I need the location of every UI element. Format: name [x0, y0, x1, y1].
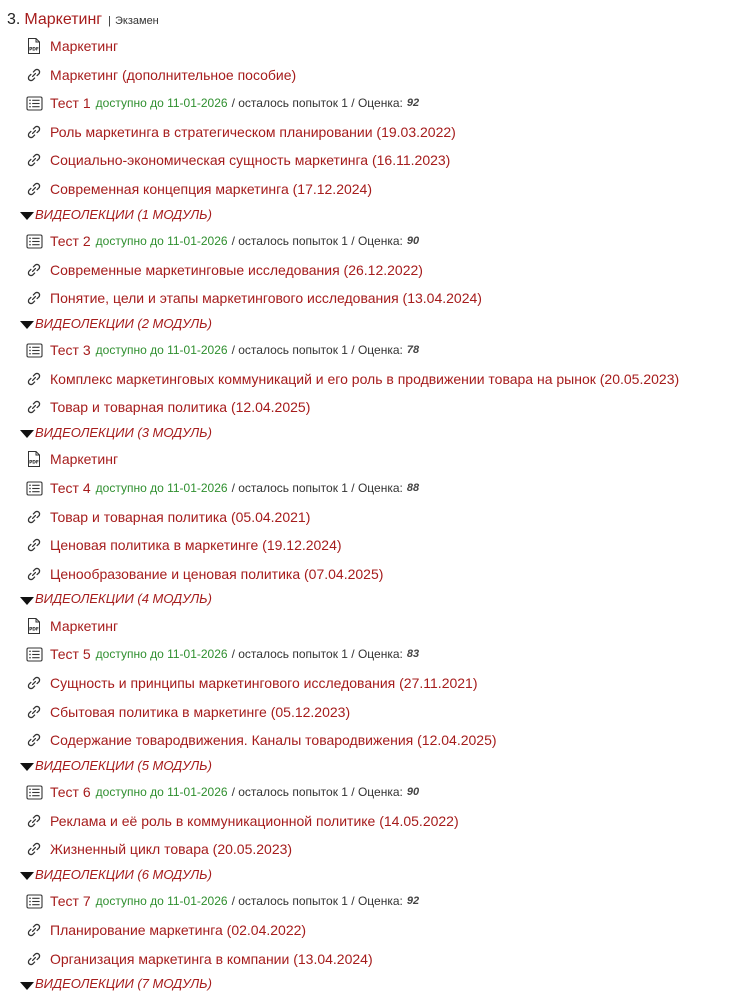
quiz-icon: [25, 341, 43, 359]
link-icon: [25, 536, 43, 554]
link-resource-item: [25, 259, 423, 281]
link-icon: [25, 674, 43, 692]
resource-link[interactable]: Товар и товарная политика (12.04.2025): [50, 399, 311, 416]
section-label: ВИДЕОЛЕКЦИИ (3 МОДУЛЬ): [35, 424, 212, 440]
pdf-resource-item: [25, 615, 118, 637]
resource-link[interactable]: Маркетинг: [50, 617, 119, 634]
quiz-icon: [25, 645, 43, 663]
link-icon: [25, 398, 43, 416]
quiz-icon: [25, 94, 43, 112]
link-icon: [25, 151, 43, 169]
attempts-text: / осталось попыток 1 / Оценка:: [231, 894, 403, 909]
link-resource-item: [25, 534, 342, 556]
link-icon: [25, 840, 43, 858]
resource-link[interactable]: Социально-экономическая сущность маркетинга (16.11.2023): [50, 152, 451, 169]
section-toggle[interactable]: [20, 423, 212, 441]
availability-text: доступно до 11-01-2026: [95, 234, 228, 248]
test-item: [25, 339, 419, 361]
resource-link[interactable]: Организация маркетинга в компании (13.04.2024): [50, 950, 373, 967]
test-link[interactable]: Тест 3: [50, 342, 91, 359]
attempts-text: / осталось попыток 1 / Оценка:: [231, 96, 403, 111]
pdf-file-icon: [25, 450, 43, 468]
section-toggle[interactable]: [20, 205, 212, 223]
link-resource-item: [25, 948, 373, 970]
section-label: ВИДЕОЛЕКЦИИ (2 МОДУЛЬ): [35, 315, 212, 331]
test-item: [25, 643, 419, 665]
pdf-file-icon: [25, 617, 43, 635]
resource-link[interactable]: Сбытовая политика в маркетинге (05.12.2023): [50, 703, 351, 720]
triangle-down-icon: [20, 212, 34, 220]
quiz-icon: [25, 232, 43, 250]
link-resource-item: [25, 287, 482, 309]
test-item: [25, 92, 419, 114]
link-resource-item: [25, 149, 450, 171]
test-item: [25, 781, 419, 803]
resource-link[interactable]: Роль маркетинга в стратегическом планировании (19.03.2022): [50, 123, 456, 140]
link-icon: [25, 261, 43, 279]
resource-link[interactable]: Реклама и её роль в коммуникационной политике (14.05.2022): [50, 812, 459, 829]
pdf-resource-item: [25, 35, 118, 57]
pdf-file-icon: [25, 37, 43, 55]
triangle-down-icon: [20, 872, 34, 880]
quiz-icon: [25, 892, 43, 910]
section-toggle[interactable]: [20, 590, 212, 608]
course-header: [7, 11, 159, 29]
attempts-text: / осталось попыток 1 / Оценка:: [231, 785, 403, 800]
course-number: 3.: [7, 11, 21, 28]
resource-link[interactable]: Маркетинг: [50, 38, 119, 54]
link-icon: [25, 66, 43, 84]
link-resource-item: [25, 838, 292, 860]
resource-link[interactable]: Товар и товарная политика (05.04.2021): [50, 508, 311, 525]
link-resource-item: [25, 672, 478, 694]
attempts-text: / осталось попыток 1 / Оценка:: [231, 481, 403, 495]
triangle-down-icon: [20, 597, 34, 605]
test-item: [25, 477, 419, 499]
triangle-down-icon: [20, 763, 34, 771]
triangle-down-icon: [20, 430, 34, 438]
course-kind: Экзамен: [115, 15, 159, 27]
resource-link[interactable]: Жизненный цикл товара (20.05.2023): [50, 841, 293, 858]
availability-text: доступно до 11-01-2026: [95, 481, 228, 495]
resource-link[interactable]: Содержание товародвижения. Каналы товародвижения (12.04.2025): [50, 732, 497, 749]
link-icon: [25, 289, 43, 307]
link-resource-item: [25, 810, 459, 832]
test-link[interactable]: Тест 4: [50, 480, 91, 496]
attempts-text: / осталось попыток 1 / Оценка:: [231, 343, 403, 358]
link-resource-item: [25, 729, 497, 751]
link-icon: [25, 703, 43, 721]
section-label: ВИДЕОЛЕКЦИИ (5 МОДУЛЬ): [35, 757, 212, 773]
resource-link[interactable]: Ценовая политика в маркетинге (19.12.2024): [50, 537, 342, 554]
availability-text: доступно до 11-01-2026: [95, 894, 228, 909]
link-icon: [25, 950, 43, 968]
resource-link[interactable]: Современная концепция маркетинга (17.12.2024): [50, 181, 373, 197]
svg-text:PDF: PDF: [29, 627, 39, 633]
course-title-link[interactable]: Маркетинг: [24, 11, 103, 28]
link-resource-item: [25, 563, 383, 585]
triangle-down-icon: [20, 321, 34, 329]
score-value: 92: [406, 895, 420, 908]
resource-link[interactable]: Ценообразование и ценовая политика (07.04.2025): [50, 565, 384, 582]
link-icon: [25, 123, 43, 141]
section-label: ВИДЕОЛЕКЦИИ (6 МОДУЛЬ): [35, 866, 212, 882]
section-label: ВИДЕОЛЕКЦИИ (1 МОДУЛЬ): [35, 206, 212, 222]
resource-link[interactable]: Планирование маркетинга (02.04.2022): [50, 922, 307, 938]
score-value: 78: [406, 344, 420, 357]
resource-link[interactable]: Комплекс маркетинговых коммуникаций и его роль в продвижении товара на рынок (20.05.2023): [50, 370, 680, 387]
test-link[interactable]: Тест 1: [50, 95, 91, 112]
resource-link[interactable]: Сущность и принципы маркетингового исследования (27.11.2021): [50, 675, 478, 691]
link-resource-item: [25, 178, 372, 200]
link-icon: [25, 812, 43, 830]
resource-link[interactable]: Маркетинг: [50, 451, 119, 468]
link-resource-item: [25, 121, 456, 143]
pdf-resource-item: [25, 448, 118, 470]
link-icon: [25, 508, 43, 526]
header-separator: |: [108, 15, 111, 27]
score-value: 92: [406, 97, 420, 110]
score-value: 83: [406, 648, 420, 661]
link-resource-item: [25, 506, 310, 528]
link-resource-item: [25, 368, 679, 390]
quiz-icon: [25, 479, 43, 497]
svg-text:PDF: PDF: [29, 47, 39, 53]
link-resource-item: [25, 701, 350, 723]
section-label: ВИДЕОЛЕКЦИИ (7 МОДУЛЬ): [35, 976, 212, 992]
svg-text:PDF: PDF: [29, 460, 39, 466]
resource-link[interactable]: Понятие, цели и этапы маркетингового исследования (13.04.2024): [50, 290, 482, 307]
section-toggle[interactable]: [20, 865, 212, 883]
link-icon: [25, 921, 43, 939]
attempts-text: / осталось попыток 1 / Оценка:: [231, 234, 403, 248]
link-resource-item: [25, 396, 310, 418]
score-value: 88: [406, 482, 420, 494]
section-toggle[interactable]: [20, 314, 212, 332]
score-value: 90: [406, 786, 420, 799]
link-icon: [25, 731, 43, 749]
score-value: 90: [406, 235, 420, 247]
resource-link[interactable]: Современные маркетинговые исследования (26.12.2022): [50, 261, 423, 278]
triangle-down-icon: [20, 982, 34, 990]
quiz-icon: [25, 783, 43, 801]
section-toggle[interactable]: [20, 756, 212, 774]
availability-text: доступно до 11-01-2026: [95, 343, 228, 358]
link-icon: [25, 565, 43, 583]
test-item: [25, 890, 419, 912]
link-resource-item: [25, 64, 296, 86]
section-toggle[interactable]: [20, 975, 212, 993]
test-link[interactable]: Тест 2: [50, 233, 91, 249]
resource-link[interactable]: Маркетинг (дополнительное пособие): [50, 66, 297, 83]
link-resource-item: [25, 919, 306, 941]
test-link[interactable]: Тест 5: [50, 646, 91, 663]
link-icon: [25, 370, 43, 388]
availability-text: доступно до 11-01-2026: [95, 647, 228, 662]
attempts-text: / осталось попыток 1 / Оценка:: [231, 647, 403, 662]
availability-text: доступно до 11-01-2026: [95, 96, 228, 111]
link-icon: [25, 180, 43, 198]
availability-text: доступно до 11-01-2026: [95, 785, 228, 800]
test-item: [25, 230, 419, 252]
test-link[interactable]: Тест 7: [50, 893, 91, 910]
test-link[interactable]: Тест 6: [50, 784, 91, 801]
section-label: ВИДЕОЛЕКЦИИ (4 МОДУЛЬ): [35, 591, 212, 607]
